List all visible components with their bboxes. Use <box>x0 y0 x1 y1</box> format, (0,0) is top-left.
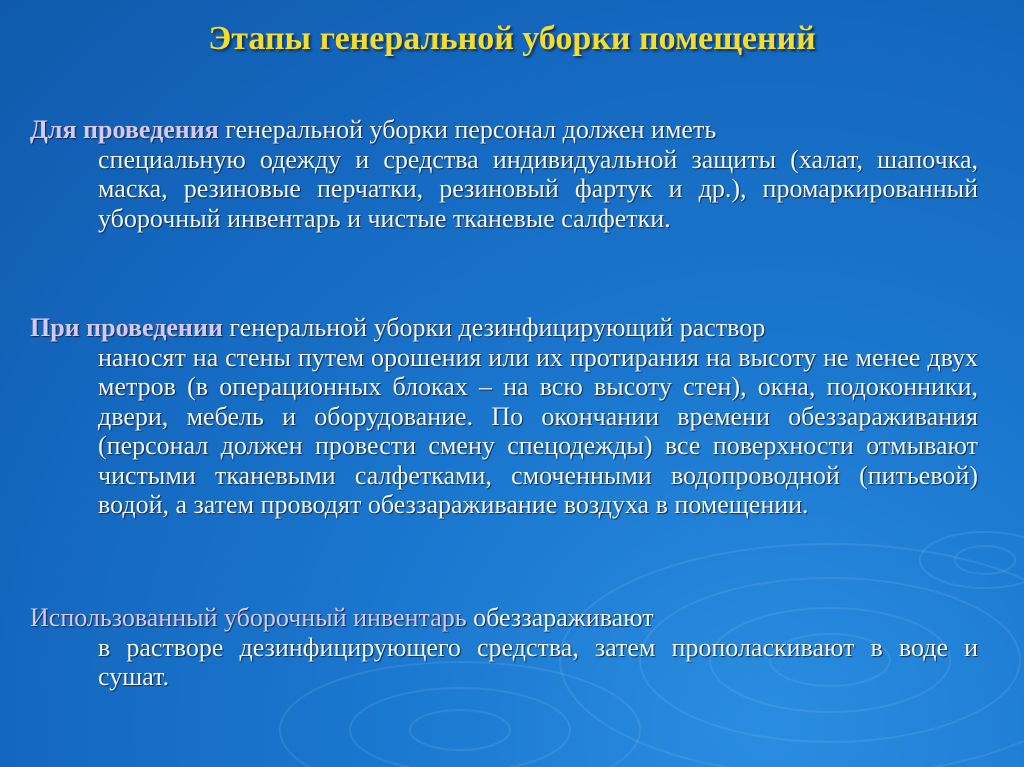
paragraph-disinfection-process <box>30 313 978 520</box>
paragraph-lead: Для проведения <box>30 115 219 144</box>
paragraph-continuation: наносят на стены путем орошения или их протирания на высоту не менее двух метров (в операционных блоках – на всю высоту стен), окна, подоконники, двери, мебель и оборудование. По окончании времени обеззараживания (персонал должен провести смену спецодежды) все поверхности отмывают чистыми тканевыми салфетками, смоченными водопроводной (питьевой) водой, а затем проводят обеззараживание воздуха в помещении. <box>98 342 978 519</box>
paragraph-continuation: специальную одежду и средства индивидуальной защиты (халат, шапочка, маска, резиновые перчатки, резиновый фартук и др.), промаркированный уборочный инвентарь и чистые тканевые салфетки. <box>98 144 978 233</box>
paragraph-first-line: обеззараживают <box>473 603 654 632</box>
paragraph-lead: При проведении <box>30 313 223 342</box>
paragraph-lead: Использованный уборочный инвентарь <box>30 603 467 632</box>
paragraph-general-cleaning-staff <box>30 115 978 233</box>
paragraph-first-line: генеральной уборки персонал должен иметь <box>225 115 717 144</box>
paragraph-first-line: генеральной уборки дезинфицирующий раствор <box>229 313 766 342</box>
paragraph-continuation: в растворе дезинфицирующего средства, затем прополаскивают в воде и сушат. <box>98 632 978 691</box>
slide-title: Этапы генеральной уборки помещений <box>208 20 816 57</box>
paragraph-used-inventory <box>30 603 978 692</box>
